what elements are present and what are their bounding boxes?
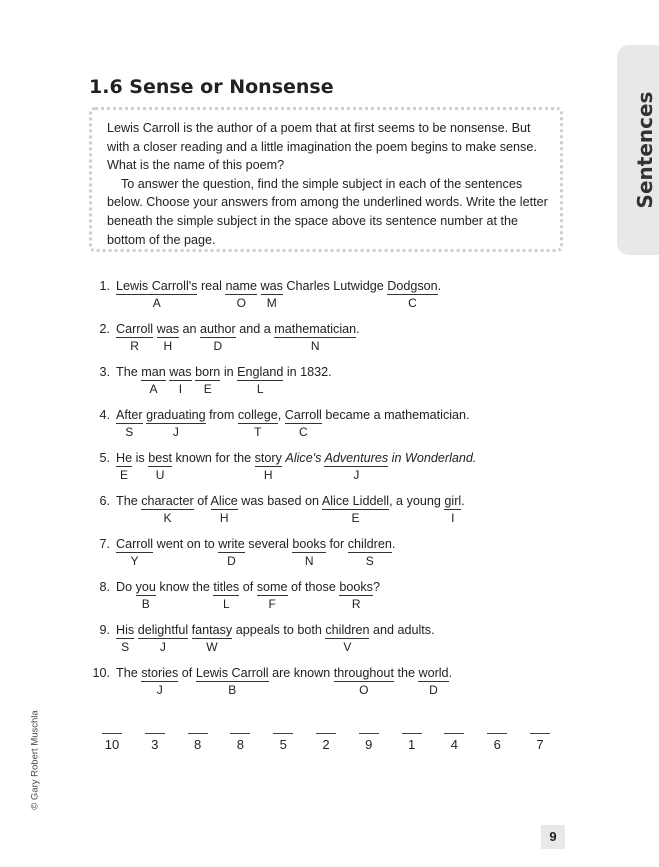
answer-letter: M bbox=[266, 296, 277, 310]
question-sentence bbox=[116, 494, 465, 508]
sentence-text: The bbox=[116, 365, 142, 379]
underlined-word: college bbox=[237, 408, 278, 422]
underlined-word: character bbox=[141, 494, 194, 508]
underlined-word: children bbox=[347, 537, 392, 551]
answer-blank-line[interactable] bbox=[188, 733, 208, 734]
answer-slot-number: 7 bbox=[536, 737, 544, 752]
answer-letter: F bbox=[268, 597, 276, 611]
answer-slot[interactable] bbox=[487, 733, 507, 752]
question-item bbox=[0, 365, 659, 401]
question-item bbox=[0, 451, 659, 487]
answer-slot[interactable] bbox=[188, 733, 208, 752]
underlined-word: Lewis Carroll's bbox=[116, 279, 198, 293]
answer-slot-number: 1 bbox=[407, 737, 416, 752]
answer-letter: O bbox=[236, 296, 246, 310]
underlined-word: story bbox=[254, 451, 282, 465]
answer-blank-line[interactable] bbox=[359, 733, 379, 734]
question-number: 10. bbox=[92, 666, 110, 680]
answer-letter: S bbox=[121, 640, 130, 654]
sentence-text: know the bbox=[155, 580, 214, 594]
copyright-notice: © Gary Robert Muschla bbox=[29, 710, 41, 810]
answer-letter: B bbox=[228, 683, 237, 697]
answer-slot-number: 6 bbox=[493, 737, 501, 752]
answer-slot-number: 3 bbox=[151, 737, 159, 752]
sentence-text: several bbox=[244, 537, 293, 551]
sentence-text: Do bbox=[116, 580, 136, 594]
question-item bbox=[0, 666, 659, 702]
sentence-text: The bbox=[116, 494, 142, 508]
answer-letter: D bbox=[213, 339, 223, 353]
answer-slot[interactable] bbox=[444, 733, 464, 752]
instructions-paragraph-2: To answer the question, find the simple subject in each of the sentences below. Choose your answers from among the underlined words. Write the letter beneath the simple subject in the space above its sentence number at the bottom of the page. bbox=[107, 176, 548, 247]
underlined-word: Lewis Carroll bbox=[195, 666, 269, 680]
answer-blank-line[interactable] bbox=[530, 733, 550, 734]
sentence-text: known for the bbox=[172, 451, 255, 465]
question-number: 8. bbox=[99, 580, 110, 594]
question-sentence bbox=[116, 408, 470, 422]
answer-letter: D bbox=[227, 554, 236, 568]
sentence-text: . bbox=[356, 322, 360, 336]
underlined-word: graduating bbox=[146, 408, 206, 422]
answer-letter: H bbox=[263, 468, 273, 482]
answer-blanks bbox=[0, 733, 659, 763]
sentence-text: are known bbox=[268, 666, 334, 680]
sentence-text: real bbox=[197, 279, 226, 293]
answer-letter: I bbox=[178, 382, 183, 396]
answer-blank-line[interactable] bbox=[402, 733, 422, 734]
answer-letter: V bbox=[343, 640, 352, 654]
underlined-word: Carroll bbox=[116, 537, 154, 551]
question-item bbox=[0, 623, 659, 659]
sentence-text: . bbox=[461, 494, 465, 508]
answer-letter: C bbox=[298, 425, 308, 439]
answer-letter: O bbox=[359, 683, 369, 697]
question-number: 5. bbox=[99, 451, 110, 465]
answer-slot[interactable] bbox=[273, 733, 293, 752]
underlined-word: throughout bbox=[333, 666, 394, 680]
answer-slot-number: 10 bbox=[104, 737, 120, 752]
answer-letter: E bbox=[203, 382, 212, 396]
answer-letter: I bbox=[451, 511, 455, 525]
answer-slot[interactable] bbox=[402, 733, 422, 752]
underlined-word: Alice Liddell bbox=[321, 494, 390, 508]
answer-letter: H bbox=[219, 511, 229, 525]
underlined-word: best bbox=[148, 451, 173, 465]
underlined-word: Dodgson bbox=[387, 279, 438, 293]
underlined-word: Adventures bbox=[324, 451, 389, 465]
underlined-word: England bbox=[237, 365, 284, 379]
sentence-text: appeals to both bbox=[232, 623, 326, 637]
question-item bbox=[0, 279, 659, 315]
answer-slot-number: 4 bbox=[450, 737, 458, 752]
answer-slot[interactable] bbox=[230, 733, 250, 752]
answer-letter: T bbox=[254, 425, 262, 439]
underlined-word: delightful bbox=[137, 623, 189, 637]
underlined-word: Alice bbox=[210, 494, 238, 508]
underlined-word: author bbox=[200, 322, 236, 336]
answer-letter: L bbox=[222, 597, 230, 611]
sentence-text: in Wonderland. bbox=[388, 451, 477, 465]
sentence-text: ? bbox=[372, 580, 380, 594]
answer-letter: A bbox=[149, 382, 158, 396]
sentence-text: , a young bbox=[389, 494, 445, 508]
answer-blank-line[interactable] bbox=[145, 733, 165, 734]
answer-letter: H bbox=[163, 339, 173, 353]
sentence-text: and a bbox=[235, 322, 275, 336]
question-sentence bbox=[116, 537, 395, 551]
question-number: 3. bbox=[99, 365, 110, 379]
section-tab-label: Sentences bbox=[633, 91, 657, 209]
question-sentence bbox=[116, 279, 441, 293]
answer-blank-line[interactable] bbox=[487, 733, 507, 734]
sentence-text: . bbox=[391, 537, 396, 551]
answer-slot-number: 8 bbox=[236, 737, 244, 752]
sentence-text: of those bbox=[287, 580, 340, 594]
underlined-word: born bbox=[195, 365, 221, 379]
question-number: 2. bbox=[99, 322, 110, 336]
answer-letter: K bbox=[163, 511, 172, 525]
sentence-text: of bbox=[239, 580, 257, 594]
question-sentence bbox=[116, 666, 452, 680]
sentence-text: the bbox=[393, 666, 419, 680]
question-sentence bbox=[116, 623, 435, 637]
instructions-paragraph-1: Lewis Carroll is the author of a poem that at first seems to be nonsense. But with a closer reading and a little imagination the poem begins to make sense. What is the name of this poem? bbox=[107, 121, 537, 173]
underlined-word: stories bbox=[141, 666, 179, 680]
sentence-text: The bbox=[116, 666, 142, 680]
question-sentence bbox=[116, 451, 476, 465]
underlined-word: mathematician bbox=[274, 322, 357, 336]
sentence-text: became a mathematician. bbox=[321, 408, 470, 422]
answer-letter: E bbox=[120, 468, 129, 482]
answer-letter: C bbox=[408, 296, 417, 310]
sentence-text: Alice's bbox=[285, 451, 325, 465]
answer-letter: J bbox=[353, 468, 360, 482]
underlined-word: books bbox=[292, 537, 327, 551]
sentence-text: in 1832. bbox=[283, 365, 332, 379]
sentence-text: from bbox=[205, 408, 238, 422]
underlined-word: write bbox=[218, 537, 245, 551]
answer-slot-number: 8 bbox=[193, 737, 202, 752]
sentence-text: an bbox=[179, 322, 201, 336]
question-sentence bbox=[116, 322, 360, 336]
underlined-word: titles bbox=[213, 580, 240, 594]
answer-slot[interactable] bbox=[145, 733, 165, 752]
underlined-word: was bbox=[156, 322, 179, 336]
answer-letter: J bbox=[156, 683, 163, 697]
underlined-word: man bbox=[141, 365, 166, 379]
underlined-word: His bbox=[116, 623, 135, 637]
underlined-word: girl bbox=[444, 494, 462, 508]
underlined-word: fantasy bbox=[191, 623, 233, 637]
answer-blank-line[interactable] bbox=[230, 733, 250, 734]
underlined-word: was bbox=[169, 365, 192, 379]
answer-letter: Y bbox=[130, 554, 139, 568]
underlined-word: was bbox=[260, 279, 283, 293]
question-number: 9. bbox=[99, 623, 110, 637]
sentence-text: went on to bbox=[153, 537, 219, 551]
question-number: 7. bbox=[99, 537, 110, 551]
question-sentence bbox=[116, 580, 380, 594]
answer-letter: J bbox=[172, 425, 179, 439]
underlined-word: Carroll bbox=[116, 322, 154, 336]
sentence-text: was based on bbox=[237, 494, 322, 508]
underlined-word: some bbox=[256, 580, 288, 594]
question-item bbox=[0, 580, 659, 616]
underlined-word: world bbox=[418, 666, 449, 680]
answer-letter: S bbox=[125, 425, 134, 439]
answer-letter: N bbox=[310, 339, 320, 353]
question-item bbox=[0, 494, 659, 530]
answer-blank-line[interactable] bbox=[273, 733, 293, 734]
answer-slot[interactable] bbox=[530, 733, 550, 752]
answer-slot[interactable] bbox=[316, 733, 336, 752]
instructions-box bbox=[89, 107, 563, 252]
page-number: 9 bbox=[541, 825, 565, 849]
sentence-text: Charles Lutwidge bbox=[282, 279, 388, 293]
answer-letter: D bbox=[429, 683, 438, 697]
answer-slot-number: 9 bbox=[365, 737, 373, 752]
answer-slot[interactable] bbox=[359, 733, 379, 752]
answer-letter: W bbox=[206, 640, 218, 654]
sentence-text: in bbox=[220, 365, 238, 379]
underlined-word: children bbox=[325, 623, 370, 637]
answer-letter: B bbox=[141, 597, 150, 611]
sentence-text: for bbox=[326, 537, 348, 551]
sentence-text: and adults. bbox=[369, 623, 435, 637]
sentence-text: is bbox=[132, 451, 149, 465]
answer-letter: U bbox=[155, 468, 165, 482]
answer-letter: S bbox=[365, 554, 374, 568]
answer-blank-line[interactable] bbox=[102, 733, 122, 734]
sentence-text bbox=[257, 279, 261, 293]
question-item bbox=[0, 322, 659, 358]
underlined-word: He bbox=[116, 451, 133, 465]
underlined-word: you bbox=[135, 580, 156, 594]
underlined-word: name bbox=[225, 279, 257, 293]
question-item bbox=[0, 537, 659, 573]
sentence-text: . bbox=[448, 666, 453, 680]
answer-letter: R bbox=[351, 597, 361, 611]
underlined-word: books bbox=[339, 580, 373, 594]
answer-slot[interactable] bbox=[102, 733, 122, 752]
answer-letter: J bbox=[159, 640, 166, 654]
answer-letter: N bbox=[304, 554, 314, 568]
answer-slot-number: 5 bbox=[279, 737, 287, 752]
answer-letter: E bbox=[351, 511, 360, 525]
sentence-text: of bbox=[178, 666, 196, 680]
question-number: 6. bbox=[99, 494, 110, 508]
question-item bbox=[0, 408, 659, 444]
page-title: 1.6 Sense or Nonsense bbox=[89, 76, 334, 98]
answer-slot-number: 2 bbox=[322, 737, 330, 752]
underlined-word: After bbox=[116, 408, 143, 422]
question-sentence bbox=[116, 365, 332, 379]
question-number: 1. bbox=[99, 279, 110, 293]
sentence-text: , bbox=[277, 408, 285, 422]
answer-blank-line[interactable] bbox=[444, 733, 464, 734]
sentence-text: . bbox=[437, 279, 442, 293]
answer-letter: L bbox=[256, 382, 264, 396]
answer-blank-line[interactable] bbox=[316, 733, 336, 734]
sentence-text: of bbox=[193, 494, 211, 508]
underlined-word: Carroll bbox=[284, 408, 322, 422]
answer-letter: R bbox=[130, 339, 139, 353]
answer-letter: A bbox=[152, 296, 161, 310]
question-number: 4. bbox=[99, 408, 110, 422]
